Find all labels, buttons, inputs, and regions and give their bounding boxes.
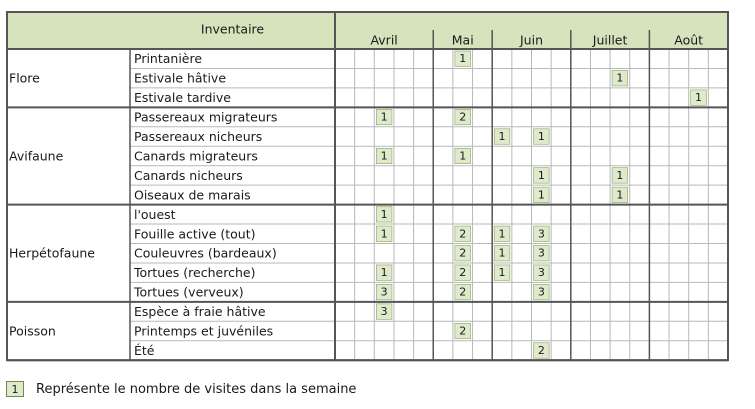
visit-count: 1: [498, 130, 506, 144]
legend-text: Représente le nombre de visites dans la semaine: [36, 381, 357, 397]
row-label: Oiseaux de marais: [134, 187, 251, 203]
month-header: Juin: [519, 32, 544, 48]
row-label: Canards migrateurs: [134, 148, 258, 164]
visit-count: 1: [380, 149, 388, 163]
legend: [6, 378, 356, 400]
visit-count: 3: [537, 266, 545, 280]
group-label: Flore: [9, 70, 40, 86]
row-label: Tortues (recherche): [134, 265, 256, 281]
visit-count: 1: [459, 52, 467, 66]
visit-count: 3: [380, 305, 388, 319]
row-label: l'ouest: [134, 206, 176, 222]
row-label: Estivale hâtive: [134, 70, 227, 86]
visit-count: 1: [498, 246, 506, 260]
inventory-header: Inventaire: [200, 21, 265, 37]
visit-count: 2: [459, 110, 467, 124]
row-label: Estivale tardive: [134, 90, 231, 106]
visit-count: 1: [380, 110, 388, 124]
month-header: Mai: [451, 32, 474, 48]
visit-count: 3: [380, 285, 388, 299]
row-label: Printemps et juvéniles: [134, 323, 274, 339]
visit-count: 1: [380, 207, 388, 221]
visit-count: 2: [459, 227, 467, 241]
visit-count: 3: [537, 246, 545, 260]
table-border: [7, 12, 728, 360]
row-label: Été: [134, 342, 155, 358]
visit-count: 1: [537, 188, 545, 202]
row-label: Canards nicheurs: [134, 167, 243, 183]
visit-count: 1: [616, 168, 624, 182]
group-label: Poisson: [9, 323, 56, 339]
row-label: Passereaux nicheurs: [134, 129, 263, 145]
visit-count: 1: [498, 266, 506, 280]
month-header: Août: [674, 32, 704, 48]
row-label: Passereaux migrateurs: [134, 109, 278, 125]
legend-sample-box: [6, 381, 24, 397]
group-label: Herpétofaune: [9, 245, 95, 261]
month-header: Juillet: [592, 32, 628, 48]
visit-count: 1: [380, 227, 388, 241]
visit-count: 1: [616, 188, 624, 202]
group-label: Avifaune: [9, 148, 64, 164]
row-label: Fouille active (tout): [134, 226, 256, 242]
visit-count: 1: [537, 130, 545, 144]
visit-count: 1: [459, 149, 467, 163]
visit-count: 1: [498, 227, 506, 241]
row-label: Couleuvres (bardeaux): [134, 245, 277, 261]
visit-count: 1: [537, 168, 545, 182]
visit-count: 1: [695, 91, 703, 105]
visit-count: 3: [537, 227, 545, 241]
row-label: Tortues (verveux): [134, 284, 244, 300]
visit-count: 2: [537, 343, 545, 357]
row-label: Espèce à fraie hâtive: [134, 304, 266, 320]
legend-sample-value: 1: [11, 382, 19, 396]
visit-count: 1: [380, 266, 388, 280]
visit-count: 2: [459, 246, 467, 260]
month-header: Avril: [370, 32, 398, 48]
row-label: Printanière: [134, 51, 203, 67]
visit-count: 1: [616, 71, 624, 85]
visit-count: 2: [459, 285, 467, 299]
visit-count: 3: [537, 285, 545, 299]
visit-count: 2: [459, 324, 467, 338]
visit-count: 2: [459, 266, 467, 280]
